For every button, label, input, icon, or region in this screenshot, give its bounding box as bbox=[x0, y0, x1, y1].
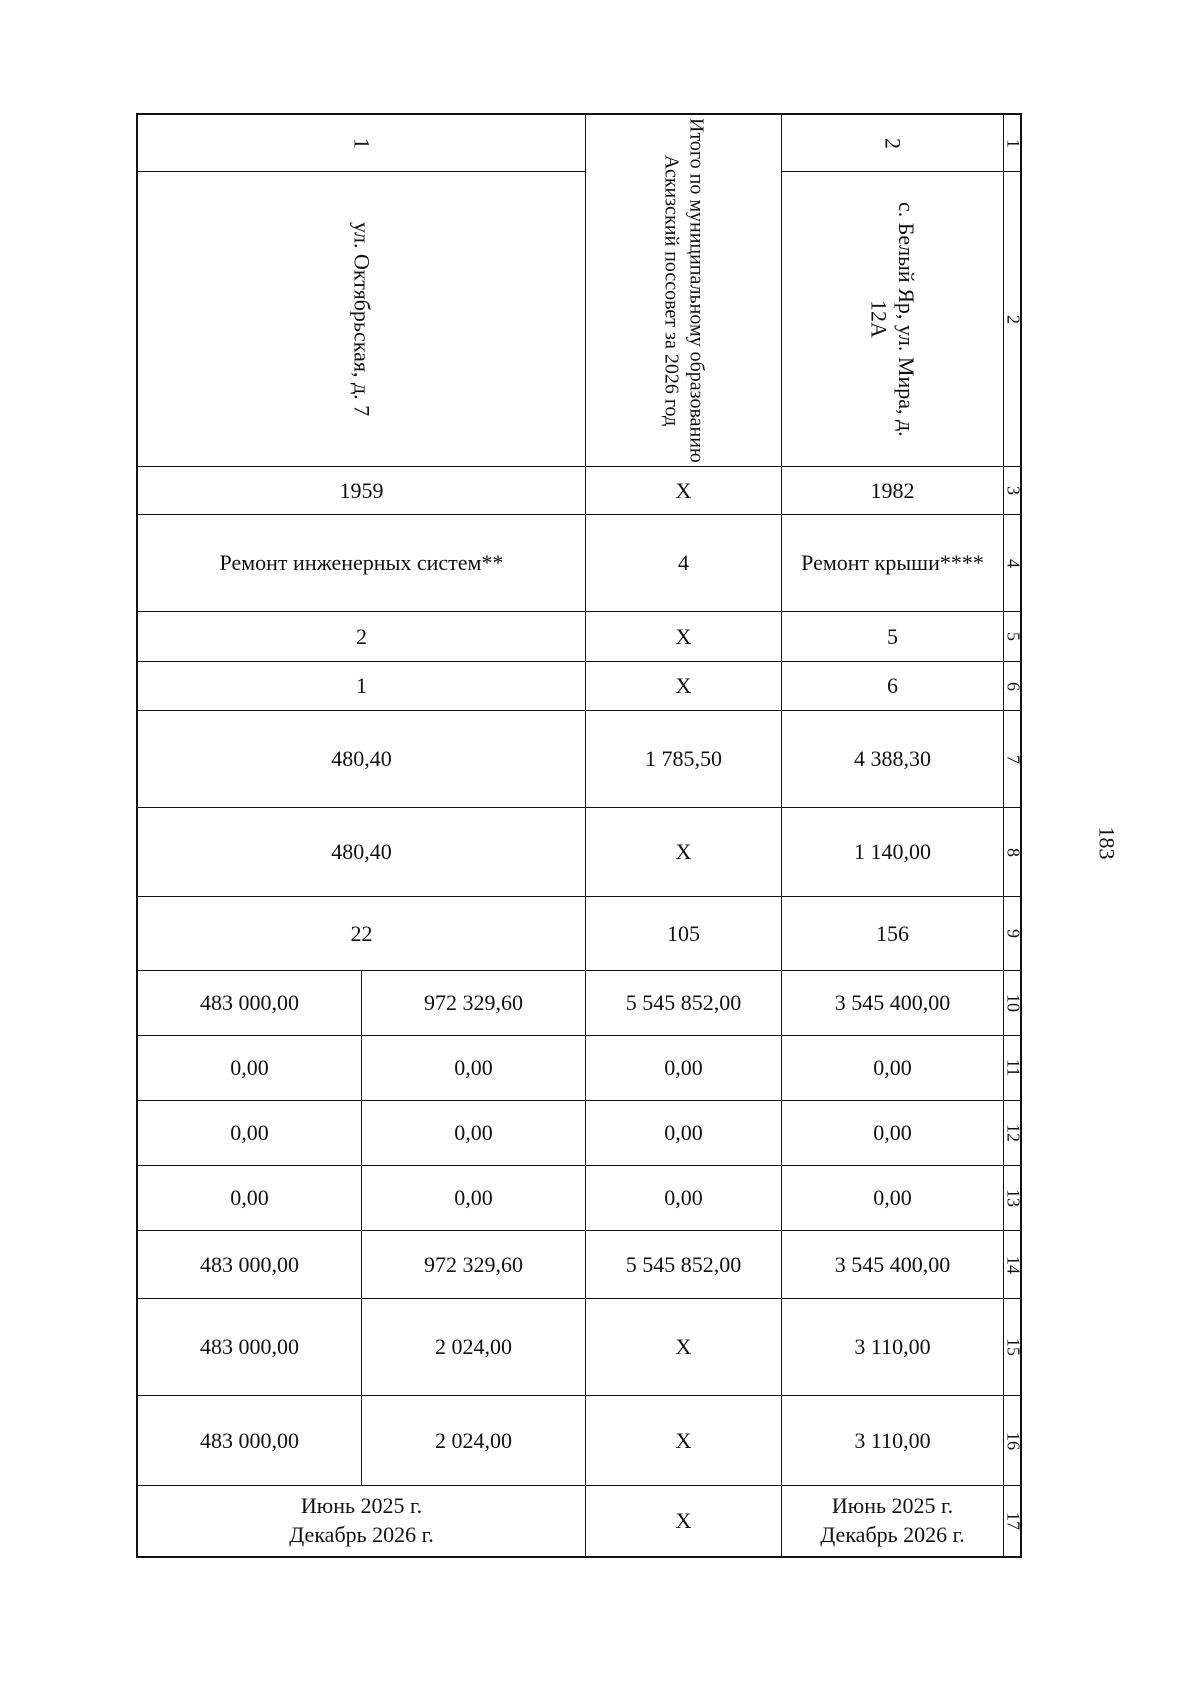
c10-left-b: 972 329,60 bbox=[362, 971, 586, 1036]
c13-right: 0,00 bbox=[782, 1166, 1004, 1231]
c15-left-a: 483 000,00 bbox=[138, 1299, 362, 1396]
address-right: с. Белый Яр, ул. Мира, д. 12А bbox=[782, 172, 1004, 467]
c9-right: 156 bbox=[782, 897, 1004, 971]
c16-left-a: 483 000,00 bbox=[138, 1396, 362, 1486]
total-c8: X bbox=[586, 808, 782, 897]
c5-right: 5 bbox=[782, 612, 1004, 662]
colnum-1: 1 bbox=[1004, 115, 1022, 172]
colnum-8: 8 bbox=[1004, 808, 1022, 897]
c11-right: 0,00 bbox=[782, 1036, 1004, 1101]
total-label: Итого по муниципальному образованию Аскизский поссовет за 2026 год bbox=[586, 115, 782, 467]
colnum-11: 11 bbox=[1004, 1036, 1022, 1101]
c15-left-b: 2 024,00 bbox=[362, 1299, 586, 1396]
colnum-10: 10 bbox=[1004, 971, 1022, 1036]
total-c14: 5 545 852,00 bbox=[586, 1231, 782, 1299]
total-c9: 105 bbox=[586, 897, 782, 971]
c9-left: 22 bbox=[138, 897, 586, 971]
colnum-7: 7 bbox=[1004, 711, 1022, 808]
c14-left-b: 972 329,60 bbox=[362, 1231, 586, 1299]
colnum-9: 9 bbox=[1004, 897, 1022, 971]
colnum-2: 2 bbox=[1004, 172, 1022, 467]
c12-right: 0,00 bbox=[782, 1101, 1004, 1166]
colnum-17: 17 bbox=[1003, 1512, 1024, 1530]
total-c6: X bbox=[586, 662, 782, 711]
c12-left-a: 0,00 bbox=[138, 1101, 362, 1166]
c14-left-a: 483 000,00 bbox=[138, 1231, 362, 1299]
c16-left-b: 2 024,00 bbox=[362, 1396, 586, 1486]
c11-left-b: 0,00 bbox=[362, 1036, 586, 1101]
c16-right: 3 110,00 bbox=[782, 1396, 1004, 1486]
colnum-13: 13 bbox=[1004, 1166, 1022, 1231]
c10-left-a: 483 000,00 bbox=[138, 971, 362, 1036]
total-c4: 4 bbox=[586, 515, 782, 612]
colnum-5: 5 bbox=[1004, 612, 1022, 662]
colnum-4: 4 bbox=[1004, 515, 1022, 612]
c15-right: 3 110,00 bbox=[782, 1299, 1004, 1396]
total-c10: 5 545 852,00 bbox=[586, 971, 782, 1036]
total-c15: X bbox=[586, 1299, 782, 1396]
c7-right: 4 388,30 bbox=[782, 711, 1004, 808]
c8-left: 480,40 bbox=[138, 808, 586, 897]
c17-left: Июнь 2025 г. Декабрь 2026 г. bbox=[138, 1486, 586, 1556]
total-c3: X bbox=[586, 467, 782, 515]
colnum-3: 3 bbox=[1004, 467, 1022, 515]
c6-right: 6 bbox=[782, 662, 1004, 711]
c11-left-a: 0,00 bbox=[138, 1036, 362, 1101]
total-c16: X bbox=[586, 1396, 782, 1486]
work-type-right: Ремонт крыши**** bbox=[782, 515, 1004, 612]
c13-left-b: 0,00 bbox=[362, 1166, 586, 1231]
c14-right: 3 545 400,00 bbox=[782, 1231, 1004, 1299]
row-no-right: 2 bbox=[782, 115, 1004, 172]
total-c13: 0,00 bbox=[586, 1166, 782, 1231]
colnum-14: 14 bbox=[1004, 1231, 1022, 1299]
rotated-table bbox=[136, 113, 1022, 1558]
total-c17: X bbox=[586, 1486, 782, 1556]
colnum-15: 15 bbox=[1004, 1299, 1022, 1396]
total-c5: X bbox=[586, 612, 782, 662]
year-left: 1959 bbox=[138, 467, 586, 515]
c13-left-a: 0,00 bbox=[138, 1166, 362, 1231]
work-type-left: Ремонт инженерных систем** bbox=[138, 515, 586, 612]
c5-left: 2 bbox=[138, 612, 586, 662]
row-no-left: 1 bbox=[138, 115, 586, 172]
total-c11: 0,00 bbox=[586, 1036, 782, 1101]
year-right: 1982 bbox=[782, 467, 1004, 515]
c12-left-b: 0,00 bbox=[362, 1101, 586, 1166]
colnum-12: 12 bbox=[1004, 1101, 1022, 1166]
address-left: ул. Октябрьская, д. 7 bbox=[138, 172, 586, 467]
total-c7: 1 785,50 bbox=[586, 711, 782, 808]
total-c12: 0,00 bbox=[586, 1101, 782, 1166]
c8-right: 1 140,00 bbox=[782, 808, 1004, 897]
c7-left: 480,40 bbox=[138, 711, 586, 808]
colnum-16: 16 bbox=[1004, 1396, 1022, 1486]
page-number: 183 bbox=[1094, 826, 1120, 860]
colnum-6: 6 bbox=[1004, 662, 1022, 711]
c17-right: Июнь 2025 г. Декабрь 2026 г. bbox=[782, 1486, 1004, 1556]
c10-right: 3 545 400,00 bbox=[782, 971, 1004, 1036]
c6-left: 1 bbox=[138, 662, 586, 711]
